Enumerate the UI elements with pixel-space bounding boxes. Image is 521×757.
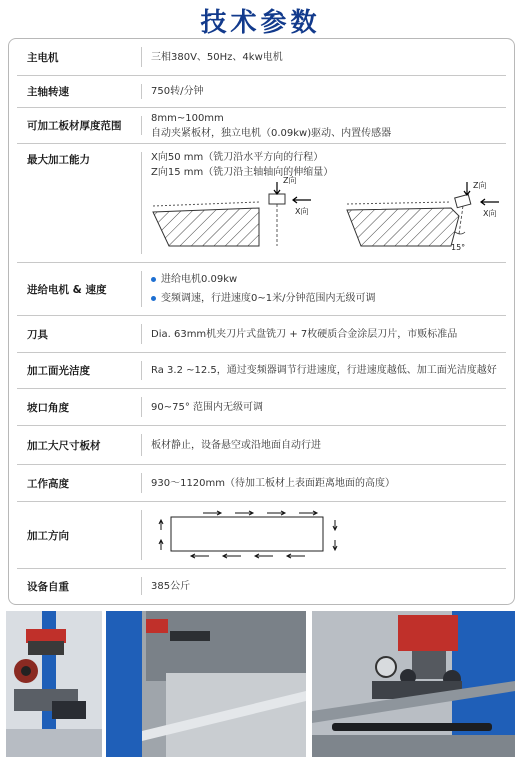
- bullet-icon: [151, 296, 156, 301]
- thickness-range: 8mm~100mm: [151, 112, 224, 124]
- spec-value: [151, 108, 502, 143]
- list-item: [151, 272, 375, 287]
- spec-row-capacity: [17, 144, 506, 263]
- bullet-text: 变频调速，行进速度0~1米/分钟范围内无级可调: [161, 293, 376, 304]
- bevel-cut-diagram: [347, 182, 499, 246]
- list-item: [151, 291, 375, 306]
- thickness-note: 自动夹紧板材，独立电机（0.09kw)驱动、内置传感器: [151, 127, 392, 139]
- machine-photo-middle: [106, 611, 306, 757]
- spec-row-spindle: [17, 76, 506, 108]
- spec-row-direction: [17, 502, 506, 569]
- bullet-icon: [151, 277, 156, 282]
- z-axis-label: Z向: [473, 181, 487, 190]
- spec-value: 板材静止，设备悬空或沿地面自动行进: [151, 439, 321, 451]
- capacity-x: X向50 mm（铣刀沿水平方向的行程）: [151, 152, 324, 163]
- spec-value: [151, 263, 502, 315]
- angle-label: 15°: [451, 243, 466, 252]
- divider: [141, 434, 142, 456]
- spec-row-cutter: [17, 316, 506, 353]
- divider: [141, 84, 142, 99]
- divider: [141, 152, 142, 254]
- capacity-z: Z向15 mm（铣刀沿主轴轴向的伸缩量）: [151, 167, 334, 178]
- page-title: 技术参数: [200, 8, 321, 38]
- capacity-diagram: [151, 176, 506, 252]
- straight-cut-diagram: [153, 182, 311, 246]
- spec-label: 最大加工能力: [27, 154, 90, 166]
- divider: [141, 47, 142, 67]
- divider: [141, 361, 142, 380]
- machine-photo-left: [6, 611, 102, 757]
- direction-diagram: [151, 510, 351, 560]
- spec-row-large-plate: [17, 426, 506, 465]
- arrow-left-icon: [191, 554, 305, 558]
- arrow-down-icon: [333, 520, 337, 550]
- spec-value: [151, 144, 502, 180]
- spec-value: Dia. 63mm机夹刀片式盘铣刀 + 7枚硬质合金涂层刀片，市贩标准品: [151, 328, 458, 340]
- spec-label: 可加工板材厚度范围: [27, 120, 122, 132]
- divider: [141, 577, 142, 595]
- spec-label: 主电机: [27, 51, 59, 64]
- spec-row-weight: [17, 569, 506, 603]
- x-axis-label: X向: [295, 207, 309, 216]
- cutter-icon: [269, 194, 285, 204]
- spec-label: 加工大尺寸板材: [27, 439, 101, 452]
- spec-row-thickness: [17, 108, 506, 144]
- spec-label: 刀具: [27, 328, 48, 341]
- spec-value: Ra 3.2 ~12.5，通过变频器调节行进速度，行进速度越低、加工面光洁度越好: [151, 365, 497, 376]
- plate-outline: [171, 517, 323, 551]
- arrow-up-icon: [159, 520, 163, 550]
- spec-row-bevel: [17, 389, 506, 426]
- product-photos: [0, 611, 521, 757]
- x-axis-label: X向: [483, 209, 497, 218]
- spec-label: 设备自重: [27, 580, 69, 593]
- spec-label: 工作高度: [27, 477, 69, 490]
- divider: [141, 116, 142, 135]
- cutter-icon: [455, 194, 471, 207]
- divider: [141, 473, 142, 493]
- spec-label: 进给电机 & 速度: [27, 283, 107, 296]
- spec-value: 三相380V、50Hz、4kw电机: [151, 51, 283, 63]
- spec-label: 主轴转速: [27, 86, 69, 98]
- spec-row-feed: [17, 263, 506, 316]
- spec-row-finish: [17, 353, 506, 389]
- spec-table: [8, 38, 515, 605]
- machine-photo-right: [312, 611, 515, 757]
- spec-row-height: [17, 465, 506, 502]
- spec-label: 加工面光洁度: [27, 365, 90, 377]
- spec-row-motor: [17, 39, 506, 76]
- spec-label: 加工方向: [27, 529, 69, 542]
- spec-value: 385公斤: [151, 580, 191, 592]
- bullet-text: 进给电机0.09kw: [161, 274, 238, 285]
- z-axis-label: Z向: [283, 176, 297, 185]
- spec-value: 750转/分钟: [151, 86, 204, 97]
- divider: [141, 271, 142, 307]
- spec-value: 90~75° 范围内无级可调: [151, 401, 264, 413]
- arrow-right-icon: [203, 511, 317, 515]
- spec-value: 930～1120mm（待加工板材上表面距离地面的高度）: [151, 477, 396, 489]
- spec-label: 坡口角度: [27, 401, 69, 414]
- divider: [141, 510, 142, 560]
- divider: [141, 397, 142, 417]
- divider: [141, 324, 142, 344]
